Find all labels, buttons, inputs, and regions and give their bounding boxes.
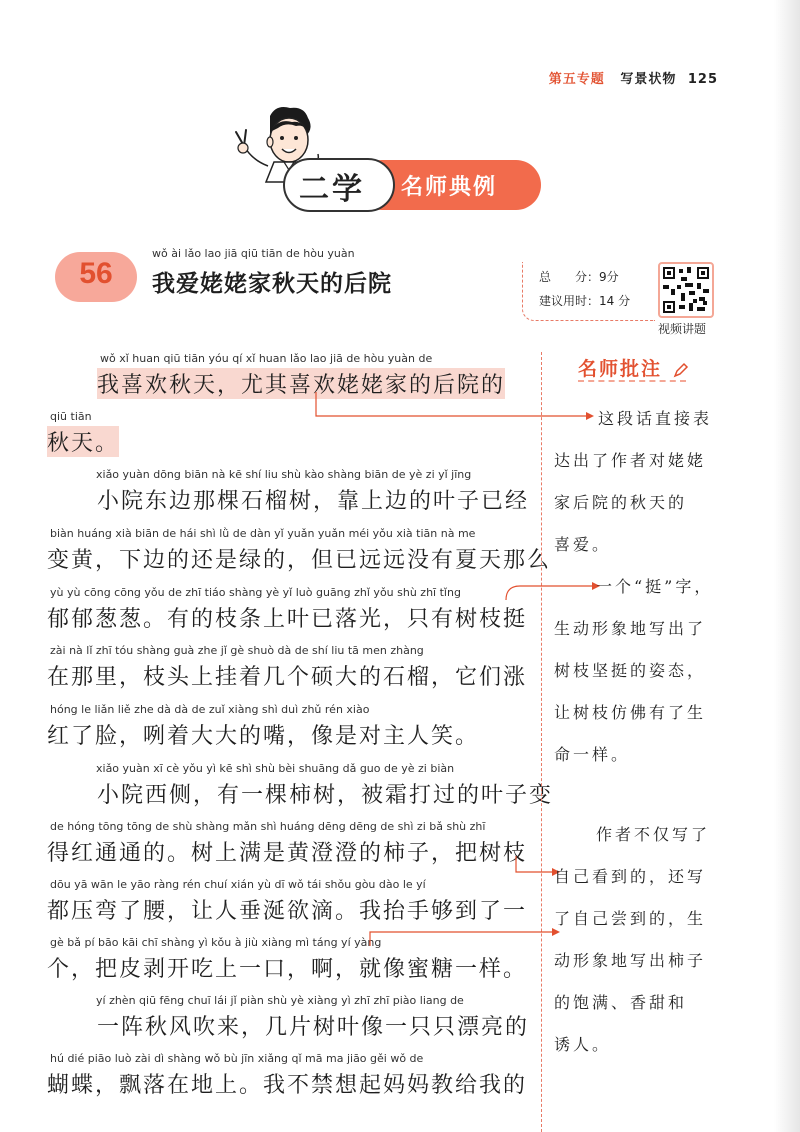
note-3-line: 的饱满、香甜和 [554,993,688,1012]
pinyin-line: zài nà lǐ zhī tóu shàng guà zhe jǐ gè shuò dà de shí liu tā men zhàng [50,644,424,657]
lesson-title-pinyin: wǒ ài lǎo lao jiā qiū tiān de hòu yuàn [152,247,355,260]
pinyin-line: xiǎo yuàn dōng biān nà kē shí liu shù kào shàng biān de yè zi yǐ jīng [96,468,472,481]
text-line: 得红通通的。树上满是黄澄澄的柿子，把树枝 [47,841,528,866]
note-2-line: 生动形象地写出了 [554,619,707,638]
text-line: 秋天。 [47,426,119,457]
pinyin-line: yí zhèn qiū fēng chuī lái jǐ piàn shù yè xiàng yì zhī zhī piào liang de [96,994,464,1007]
arrowhead-4 [552,928,560,936]
score-value: 9分 [599,270,619,284]
banner-label: 名师典例 [401,175,498,200]
note-3-line: 自己看到的，还写 [554,867,707,886]
section-label: 第五专题 [548,72,605,87]
text-line: 红了脸，咧着大大的嘴，像是对主人笑。 [47,724,480,749]
time-label: 建议用时： [539,294,600,308]
lesson-number: 56 [79,257,113,290]
pinyin-line: gè bǎ pí bāo kāi chī shàng yì kǒu à jiù xiàng mì táng yí yàng [50,936,382,949]
text-line: 蝴蝶，飘落在地上。我不禁想起妈妈教给我的 [47,1073,528,1098]
text-line: 一阵秋风吹来，几片树叶像一只只漂亮的 [97,1015,530,1040]
teacher-notes-title [578,354,689,381]
text-line: 在那里，枝头上挂着几个硕大的石榴，它们涨 [47,665,528,690]
score-label: 总 分： [539,270,600,284]
banner-number: 二学 [299,172,365,207]
arrowhead-1 [586,412,594,420]
note-2-line: 让树枝仿佛有了生 [554,703,707,722]
text-line: 郁郁葱葱。有的枝条上叶已落光，只有树枝挺 [47,607,528,632]
pen-icon [673,362,689,378]
pinyin-line: biàn huáng xià biān de hái shì lǜ de dàn yǐ yuǎn yuǎn méi yǒu xià tiān nà me [50,527,476,540]
pinyin-line: qiū tiān [50,410,92,423]
pinyin-line: hú dié piāo luò zài dì shàng wǒ bù jīn xiǎng qǐ mā ma jiāo gěi wǒ de [50,1052,424,1065]
connector-line-3 [516,856,552,872]
topic-label: 写景状物 [620,72,677,87]
lesson-title: 我爱姥姥家秋天的后院 [152,270,392,297]
pinyin-line: hóng le liǎn liě zhe dà dà de zuǐ xiàng shì duì zhǔ rén xiào [50,703,370,716]
text-line: 都压弯了腰，让人垂涎欲滴。我抬手够到了一 [47,899,528,924]
note-1-line: 这段话直接表 [598,409,713,428]
note-3-line: 动形象地写出柿子 [554,951,707,970]
pinyin-line: wǒ xǐ huan qiū tiān yóu qí xǐ huan lǎo lao jiā de hòu yuàn de [100,352,433,365]
note-3-line: 诱人。 [554,1035,612,1054]
text-line: 小院东边那棵石榴树，靠上边的叶子已经 [97,489,530,514]
qr-caption: 视频讲题 [658,322,707,336]
connector-line-4 [370,932,552,946]
teacher-notes-label: 名师批注 [578,358,663,380]
note-1-line: 喜爱。 [554,535,612,554]
note-1-line: 达出了作者对姥姥 [554,451,707,470]
note-2-line: 树枝坚挺的姿态， [554,661,707,680]
connector-line-2 [506,586,592,600]
note-1-line: 家后院的秋天的 [554,493,688,512]
pinyin-line: dōu yā wān le yāo ràng rén chuí xián yù dī wǒ tái shǒu gòu dào le yí [50,878,426,891]
text-line: 我喜欢秋天，尤其喜欢姥姥家的后院的 [97,368,505,399]
note-3-line: 作者不仅写了 [596,825,711,844]
pinyin-line: de hóng tōng tōng de shù shàng mǎn shì huáng dēng dēng de shì zi bǎ shù zhī [50,820,486,833]
connector-line-1 [316,392,586,416]
pinyin-line: xiǎo yuàn xī cè yǒu yì kē shì shù bèi shuāng dǎ guo de yè zi biàn [96,762,455,775]
page-number: 125 [687,72,718,87]
notes-title-underline [578,380,686,382]
time-value: 14 分 [599,294,631,308]
text-line: 变黄，下边的还是绿的，但已远远没有夏天那么 [47,548,552,573]
text-line: 个，把皮剥开吃上一口，啊，就像蜜糖一样。 [47,957,528,982]
note-3-line: 了自己尝到的，生 [554,909,707,928]
note-2-line: 一个“挺”字， [596,577,714,596]
text-line: 小院西侧，有一棵柿树，被霜打过的叶子变 [97,783,554,808]
pinyin-line: yù yù cōng cōng yǒu de zhī tiáo shàng yè yǐ luò guāng zhǐ yǒu shù zhī tǐng [50,586,461,599]
note-2-line: 命一样。 [554,745,631,764]
